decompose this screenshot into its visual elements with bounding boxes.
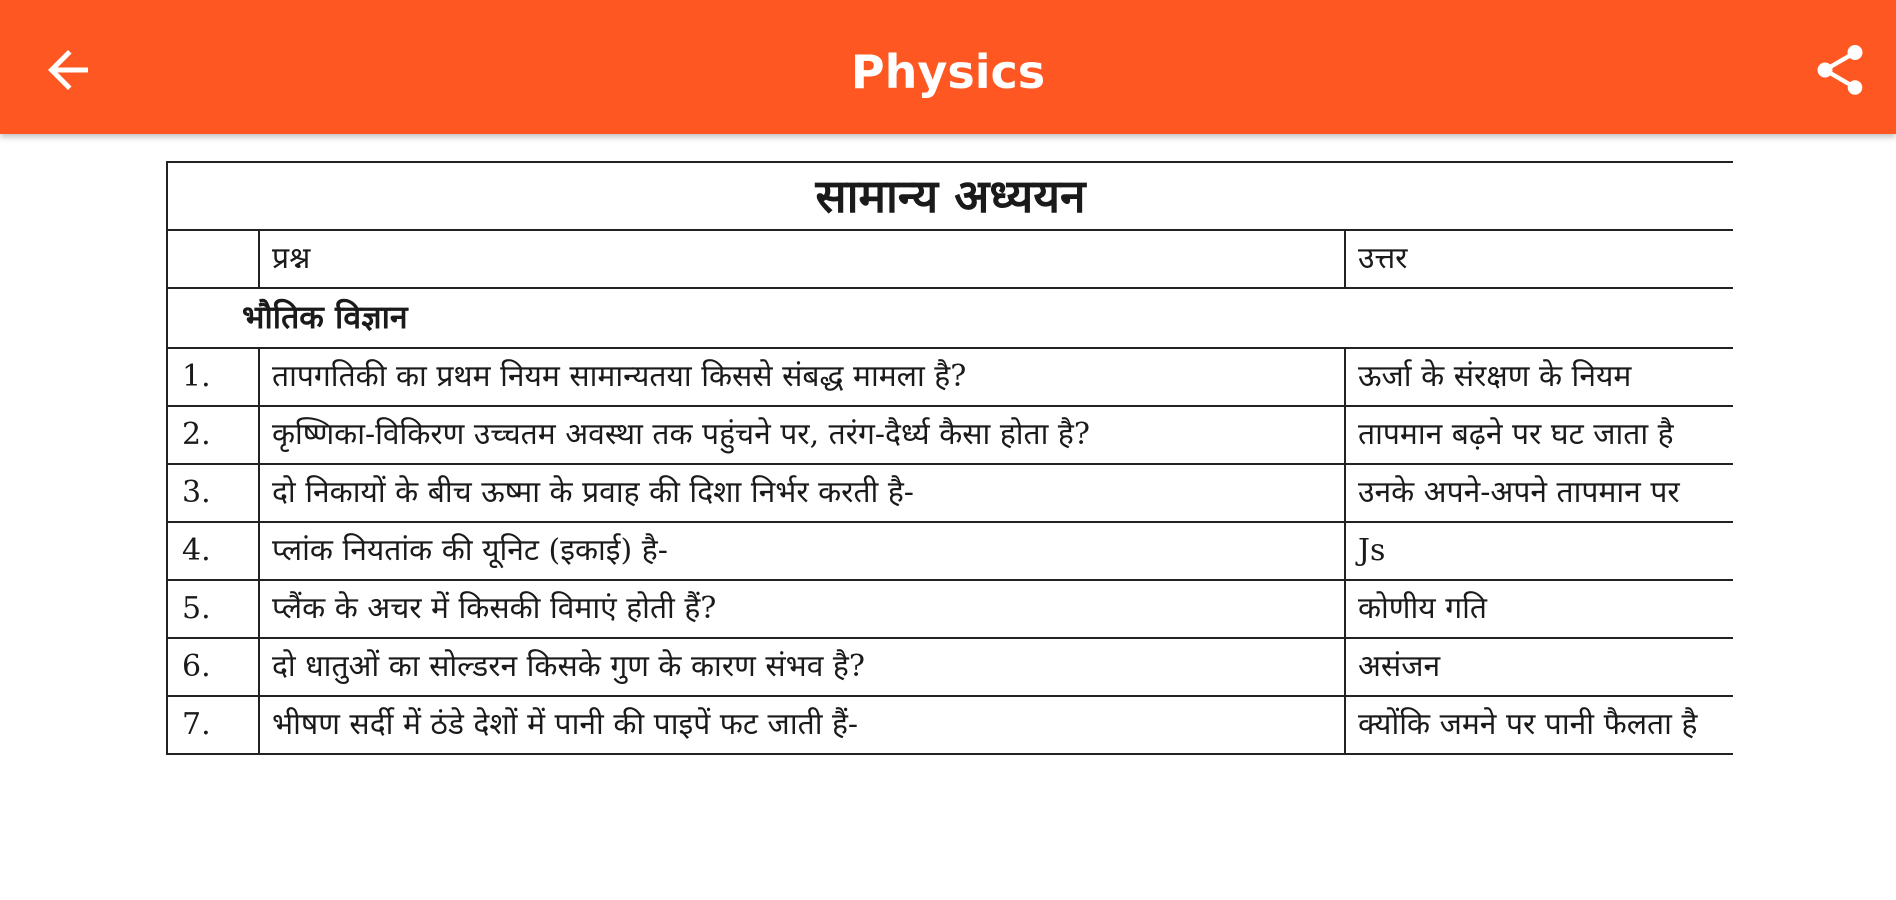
row-answer: क्योंकि जमने पर पानी फैलता है <box>1345 696 1733 754</box>
row-answer: कोणीय गति <box>1345 580 1733 638</box>
table-row <box>167 406 1733 464</box>
table-row <box>167 580 1733 638</box>
page-title: Physics <box>850 45 1046 99</box>
row-number: 1. <box>167 348 259 406</box>
column-header-num <box>167 230 259 288</box>
row-answer: तापमान बढ़ने पर घट जाता है <box>1345 406 1733 464</box>
row-answer: असंजन <box>1345 638 1733 696</box>
app-bar <box>0 0 1896 134</box>
share-button[interactable] <box>1810 40 1870 100</box>
column-header-question: प्रश्न <box>259 230 1345 288</box>
row-number: 6. <box>167 638 259 696</box>
row-question: भीषण सर्दी में ठंडे देशों में पानी की पाइपें फट जाती हैं- <box>259 696 1345 754</box>
table-row <box>167 464 1733 522</box>
section-title: भौतिक विज्ञान <box>167 288 1733 348</box>
table-row <box>167 348 1733 406</box>
column-header-answer: उत्तर <box>1345 230 1733 288</box>
row-question: तापगतिकी का प्रथम नियम सामान्यतया किससे संबद्ध मामला है? <box>259 348 1345 406</box>
table-row <box>167 696 1733 754</box>
row-question: प्लैंक के अचर में किसकी विमाएं होती हैं? <box>259 580 1345 638</box>
row-answer: ऊर्जा के संरक्षण के नियम <box>1345 348 1733 406</box>
share-icon <box>1810 40 1870 100</box>
row-number: 3. <box>167 464 259 522</box>
row-question: प्लांक नियतांक की यूनिट (इकाई) है- <box>259 522 1345 580</box>
row-number: 2. <box>167 406 259 464</box>
row-question: कृष्णिका-विकिरण उच्चतम अवस्था तक पहुंचने पर, तरंग-दैर्ध्य कैसा होता है? <box>259 406 1345 464</box>
table-row <box>167 522 1733 580</box>
table-heading: सामान्य अध्ययन <box>167 162 1733 230</box>
table-row <box>167 638 1733 696</box>
row-answer: उनके अपने-अपने तापमान पर <box>1345 464 1733 522</box>
row-number: 4. <box>167 522 259 580</box>
row-question: दो निकायों के बीच ऊष्मा के प्रवाह की दिशा निर्भर करती है- <box>259 464 1345 522</box>
row-question: दो धातुओं का सोल्डरन किसके गुण के कारण संभव है? <box>259 638 1345 696</box>
document-view[interactable] <box>166 161 1733 900</box>
row-answer: Js <box>1345 522 1733 580</box>
row-number: 5. <box>167 580 259 638</box>
row-number: 7. <box>167 696 259 754</box>
qa-table <box>166 161 1733 755</box>
